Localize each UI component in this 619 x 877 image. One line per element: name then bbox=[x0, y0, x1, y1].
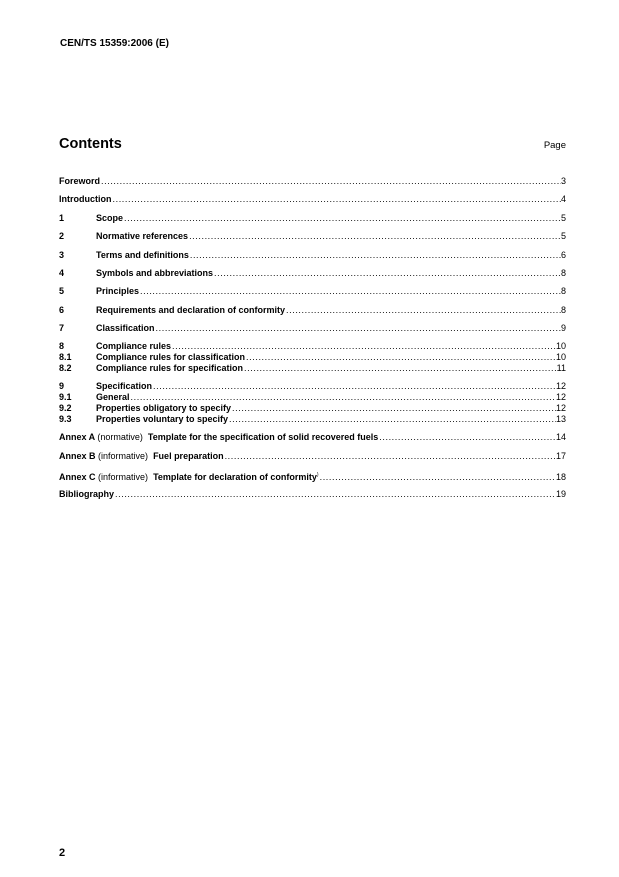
toc-entry-title: General bbox=[96, 392, 130, 402]
toc-entry-number: 5 bbox=[59, 286, 65, 296]
toc-entry-page: 12 bbox=[555, 403, 566, 413]
dot-leader bbox=[190, 250, 561, 261]
toc-entry-page: 13 bbox=[555, 414, 566, 424]
annex-label: Annex B bbox=[59, 451, 96, 461]
document-identifier: CEN/TS 15359:2006 (E) bbox=[60, 38, 169, 49]
toc-entry-title: Specification bbox=[96, 381, 153, 391]
dot-leader bbox=[246, 352, 556, 363]
toc-entry-page: 11 bbox=[556, 363, 566, 373]
toc-entry-number: 9.2 bbox=[59, 403, 72, 413]
toc-entry-annex-b[interactable] bbox=[59, 451, 566, 462]
toc-entry-symbols-abbreviations[interactable] bbox=[59, 268, 566, 279]
page-column-label: Page bbox=[543, 140, 566, 151]
dot-leader bbox=[214, 268, 561, 279]
annex-type: (informative) bbox=[98, 472, 149, 482]
toc-entry-number: 8.1 bbox=[59, 352, 72, 362]
toc-entry-title: Principles bbox=[96, 286, 140, 296]
toc-entry-number: 9.3 bbox=[59, 414, 72, 424]
toc-entry-general[interactable] bbox=[59, 392, 566, 403]
toc-entry-title: Introduction bbox=[59, 194, 112, 204]
toc-entry-number: 9.1 bbox=[59, 392, 72, 402]
footnote-marker: ) bbox=[316, 472, 319, 478]
toc-entry-page: 17 bbox=[555, 451, 566, 461]
toc-entry-properties-voluntary[interactable] bbox=[59, 414, 566, 425]
dot-leader bbox=[229, 414, 556, 425]
dot-leader bbox=[115, 489, 556, 500]
toc-entry-page: 10 bbox=[555, 341, 566, 351]
toc-entry-number: 6 bbox=[59, 305, 65, 315]
annex-title: Fuel preparation bbox=[153, 451, 224, 461]
toc-entry-title: Compliance rules bbox=[96, 341, 172, 351]
toc-entry-classification[interactable] bbox=[59, 323, 566, 334]
toc-entry-number: 4 bbox=[59, 268, 65, 278]
dot-leader bbox=[140, 286, 561, 297]
toc-entry-title: Properties voluntary to specify bbox=[96, 414, 229, 424]
toc-entry-page: 3 bbox=[560, 176, 566, 186]
toc-entry-properties-obligatory[interactable] bbox=[59, 403, 566, 414]
dot-leader bbox=[101, 176, 561, 187]
toc-entry-number: 7 bbox=[59, 323, 65, 333]
toc-entry-title: Symbols and abbreviations bbox=[96, 268, 214, 278]
toc-entry-title: Terms and definitions bbox=[96, 250, 189, 260]
toc-entry-title: Compliance rules for specification bbox=[96, 363, 244, 373]
toc-entry-page: 19 bbox=[555, 489, 566, 499]
toc-entry-bibliography[interactable] bbox=[59, 489, 566, 500]
toc-entry-title: Compliance rules for classification bbox=[96, 352, 246, 362]
dot-leader bbox=[232, 403, 556, 414]
toc-entry-requirements[interactable] bbox=[59, 305, 566, 316]
toc-entry-terms-definitions[interactable] bbox=[59, 250, 566, 261]
annex-type: (informative) bbox=[98, 451, 149, 461]
toc-entry-number: 3 bbox=[59, 250, 65, 260]
toc-entry-page: 5 bbox=[560, 231, 566, 241]
toc-entry-number: 2 bbox=[59, 231, 65, 241]
toc-entry-page: 5 bbox=[560, 213, 566, 223]
toc-entry-normative-references[interactable] bbox=[59, 231, 566, 242]
toc-entry-number: 8.2 bbox=[59, 363, 72, 373]
toc-entry-annex-c[interactable] bbox=[59, 470, 566, 481]
toc-entry-page: 18 bbox=[555, 472, 566, 482]
toc-entry-title: Foreword bbox=[59, 176, 101, 186]
toc-entry-number: 8 bbox=[59, 341, 65, 351]
toc-entry-title: Requirements and declaration of conformity bbox=[96, 305, 286, 315]
dot-leader bbox=[244, 363, 557, 374]
toc-entry-page: 12 bbox=[555, 381, 566, 391]
dot-leader bbox=[286, 305, 561, 316]
annex-label: Annex C bbox=[59, 472, 96, 482]
toc-entry-page: 12 bbox=[555, 392, 566, 402]
dot-leader bbox=[320, 472, 556, 483]
toc-entry-page: 8 bbox=[560, 305, 566, 315]
toc-entry-title: Normative references bbox=[96, 231, 189, 241]
annex-title: Template for the specification of solid recovered fuels bbox=[147, 432, 379, 442]
annex-title: Template for declaration of conformity bbox=[153, 472, 317, 482]
dot-leader bbox=[225, 451, 556, 462]
toc-entry-title: Scope bbox=[96, 213, 124, 223]
toc-entry-page: 10 bbox=[555, 352, 566, 362]
contents-heading: Contents bbox=[59, 136, 122, 152]
toc-entry-specification[interactable] bbox=[59, 381, 566, 392]
toc-entry-foreword[interactable] bbox=[59, 176, 566, 187]
dot-leader bbox=[189, 231, 561, 242]
dot-leader bbox=[131, 392, 556, 403]
toc-entry-compliance-classification[interactable] bbox=[59, 352, 566, 363]
dot-leader bbox=[379, 432, 556, 443]
toc-entry-annex-a[interactable] bbox=[59, 432, 566, 443]
toc-entry-page: 8 bbox=[560, 286, 566, 296]
toc-entry-introduction[interactable] bbox=[59, 194, 566, 205]
toc-entry-title: Properties obligatory to specify bbox=[96, 403, 232, 413]
dot-leader bbox=[153, 381, 556, 392]
toc-entry-page: 4 bbox=[560, 194, 566, 204]
toc-entry-title: Bibliography bbox=[59, 489, 115, 499]
toc-entry-compliance-rules[interactable] bbox=[59, 341, 566, 352]
toc-entry-page: 8 bbox=[560, 268, 566, 278]
toc-entry-page: 6 bbox=[560, 250, 566, 260]
dot-leader bbox=[156, 323, 561, 334]
dot-leader bbox=[113, 194, 561, 205]
annex-type: (normative) bbox=[97, 432, 143, 442]
page-number: 2 bbox=[59, 847, 66, 859]
toc-entry-compliance-specification[interactable] bbox=[59, 363, 566, 374]
dot-leader bbox=[124, 213, 561, 224]
toc-entry-page: 9 bbox=[560, 323, 566, 333]
dot-leader bbox=[172, 341, 556, 352]
toc-entry-title: Classification bbox=[96, 323, 155, 333]
toc-entry-page: 14 bbox=[555, 432, 566, 442]
toc-entry-principles[interactable] bbox=[59, 286, 566, 297]
toc-entry-number: 9 bbox=[59, 381, 65, 391]
toc-entry-scope[interactable] bbox=[59, 213, 566, 224]
toc-entry-number: 1 bbox=[59, 213, 65, 223]
annex-label: Annex A bbox=[59, 432, 95, 442]
